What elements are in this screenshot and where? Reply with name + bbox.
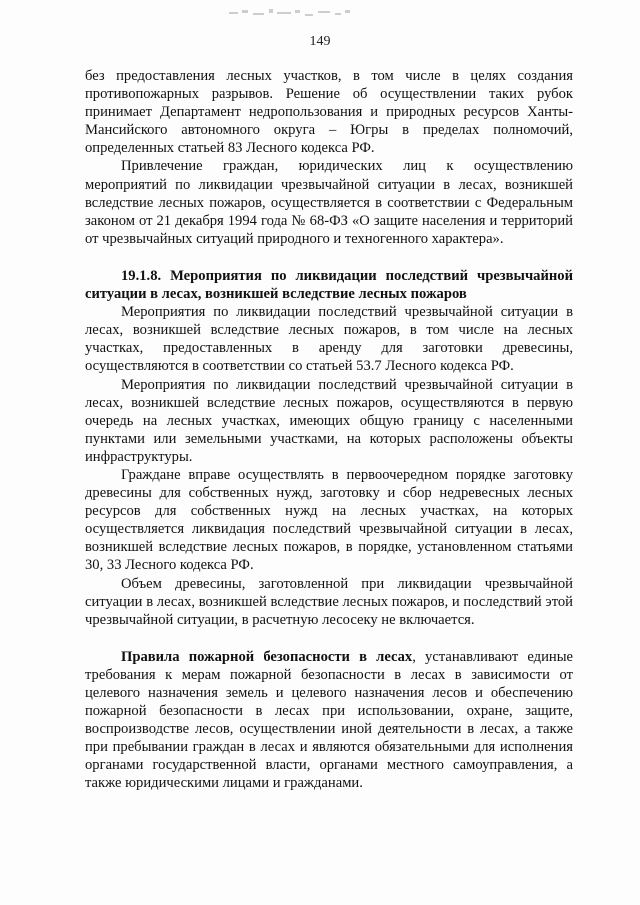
page-number: 149 <box>309 34 331 49</box>
paragraph-4: Мероприятия по ликвидации последствий чрезвычайной ситуации в лесах, возникшей вследствие лесных пожаров, осуществляются в первую очередь на лесных участках, имеющих общую границу с населенными пунктами или земельными участками, на которых расположены объекты инфраструктуры. <box>85 376 573 465</box>
document-body <box>85 67 573 793</box>
paragraph-5: Граждане вправе осуществлять в первоочередном порядке заготовку древесины для собственных нужд, заготовку и сбор недревесных лесных ресурсов для собственных нужд на лесных участках, на которых осуществляется ликвидация последствий чрезвычайной ситуации в лесах, возникшей вследствие лесных пожаров, в порядке, установленном статьями 30, 33 Лесного кодекса РФ. <box>85 466 573 574</box>
scan-artifact <box>225 6 355 20</box>
section-heading: 19.1.8. Мероприятия по ликвидации последствий чрезвычайной ситуации в лесах, возникшей вследствие лесных пожаров <box>85 267 573 303</box>
paragraph-1: без предоставления лесных участков, в том числе в целях создания противопожарных разрывов. Решение об осуществлении таких рубок принимает Департамент недропользования и природных ресурсов Ханты-Мансийского автономного округа – Югры в пределах полномочий, определенных статьей 83 Лесного кодекса РФ. <box>85 68 573 157</box>
paragraph-2: Привлечение граждан, юридических лиц к осуществлению мероприятий по ликвидации чрезвычайной ситуации в лесах, возникшей вследствие лесных пожаров, осуществляется в соответствии с Федеральным законом от 21 декабря 1994 года № 68-ФЗ «О защите населения и территорий от чрезвычайных ситуаций природного и техногенного характера». <box>85 158 573 247</box>
paragraph-6: Объем древесины, заготовленной при ликвидации чрезвычайной ситуации в лесах, возникшей вследствие лесных пожаров, и последствий этой чрезвычайной ситуации, в расчетную лесосеку не включается. <box>85 575 573 628</box>
paragraph-7 <box>85 648 573 793</box>
fire-safety-rules-term: Правила пожарной безопасности в лесах <box>121 648 413 665</box>
fire-safety-rules-text: , устанавливают единые требования к мерам пожарной безопасности в лесах в зависимости от целевого назначения земель и целевого назначения лесов и обеспечению пожарной безопасности в лесах при использовании, охране, защите, воспроизводстве лесов, осуществлении иной деятельности в лесах, а также при пребывании граждан в лесах и являются обязательными для исполнения органами государственной власти, органами местного самоуправления, а также юридическими лицами и гражданами. <box>85 648 573 792</box>
paragraph-3: Мероприятия по ликвидации последствий чрезвычайной ситуации в лесах, возникшей вследствие лесных пожаров, в том числе на лесных участках, предоставленных в аренду для заготовки древесины, осуществляются в соответствии со статьей 53.7 Лесного кодекса РФ. <box>85 304 573 375</box>
spacer <box>85 629 573 648</box>
spacer <box>85 248 573 267</box>
